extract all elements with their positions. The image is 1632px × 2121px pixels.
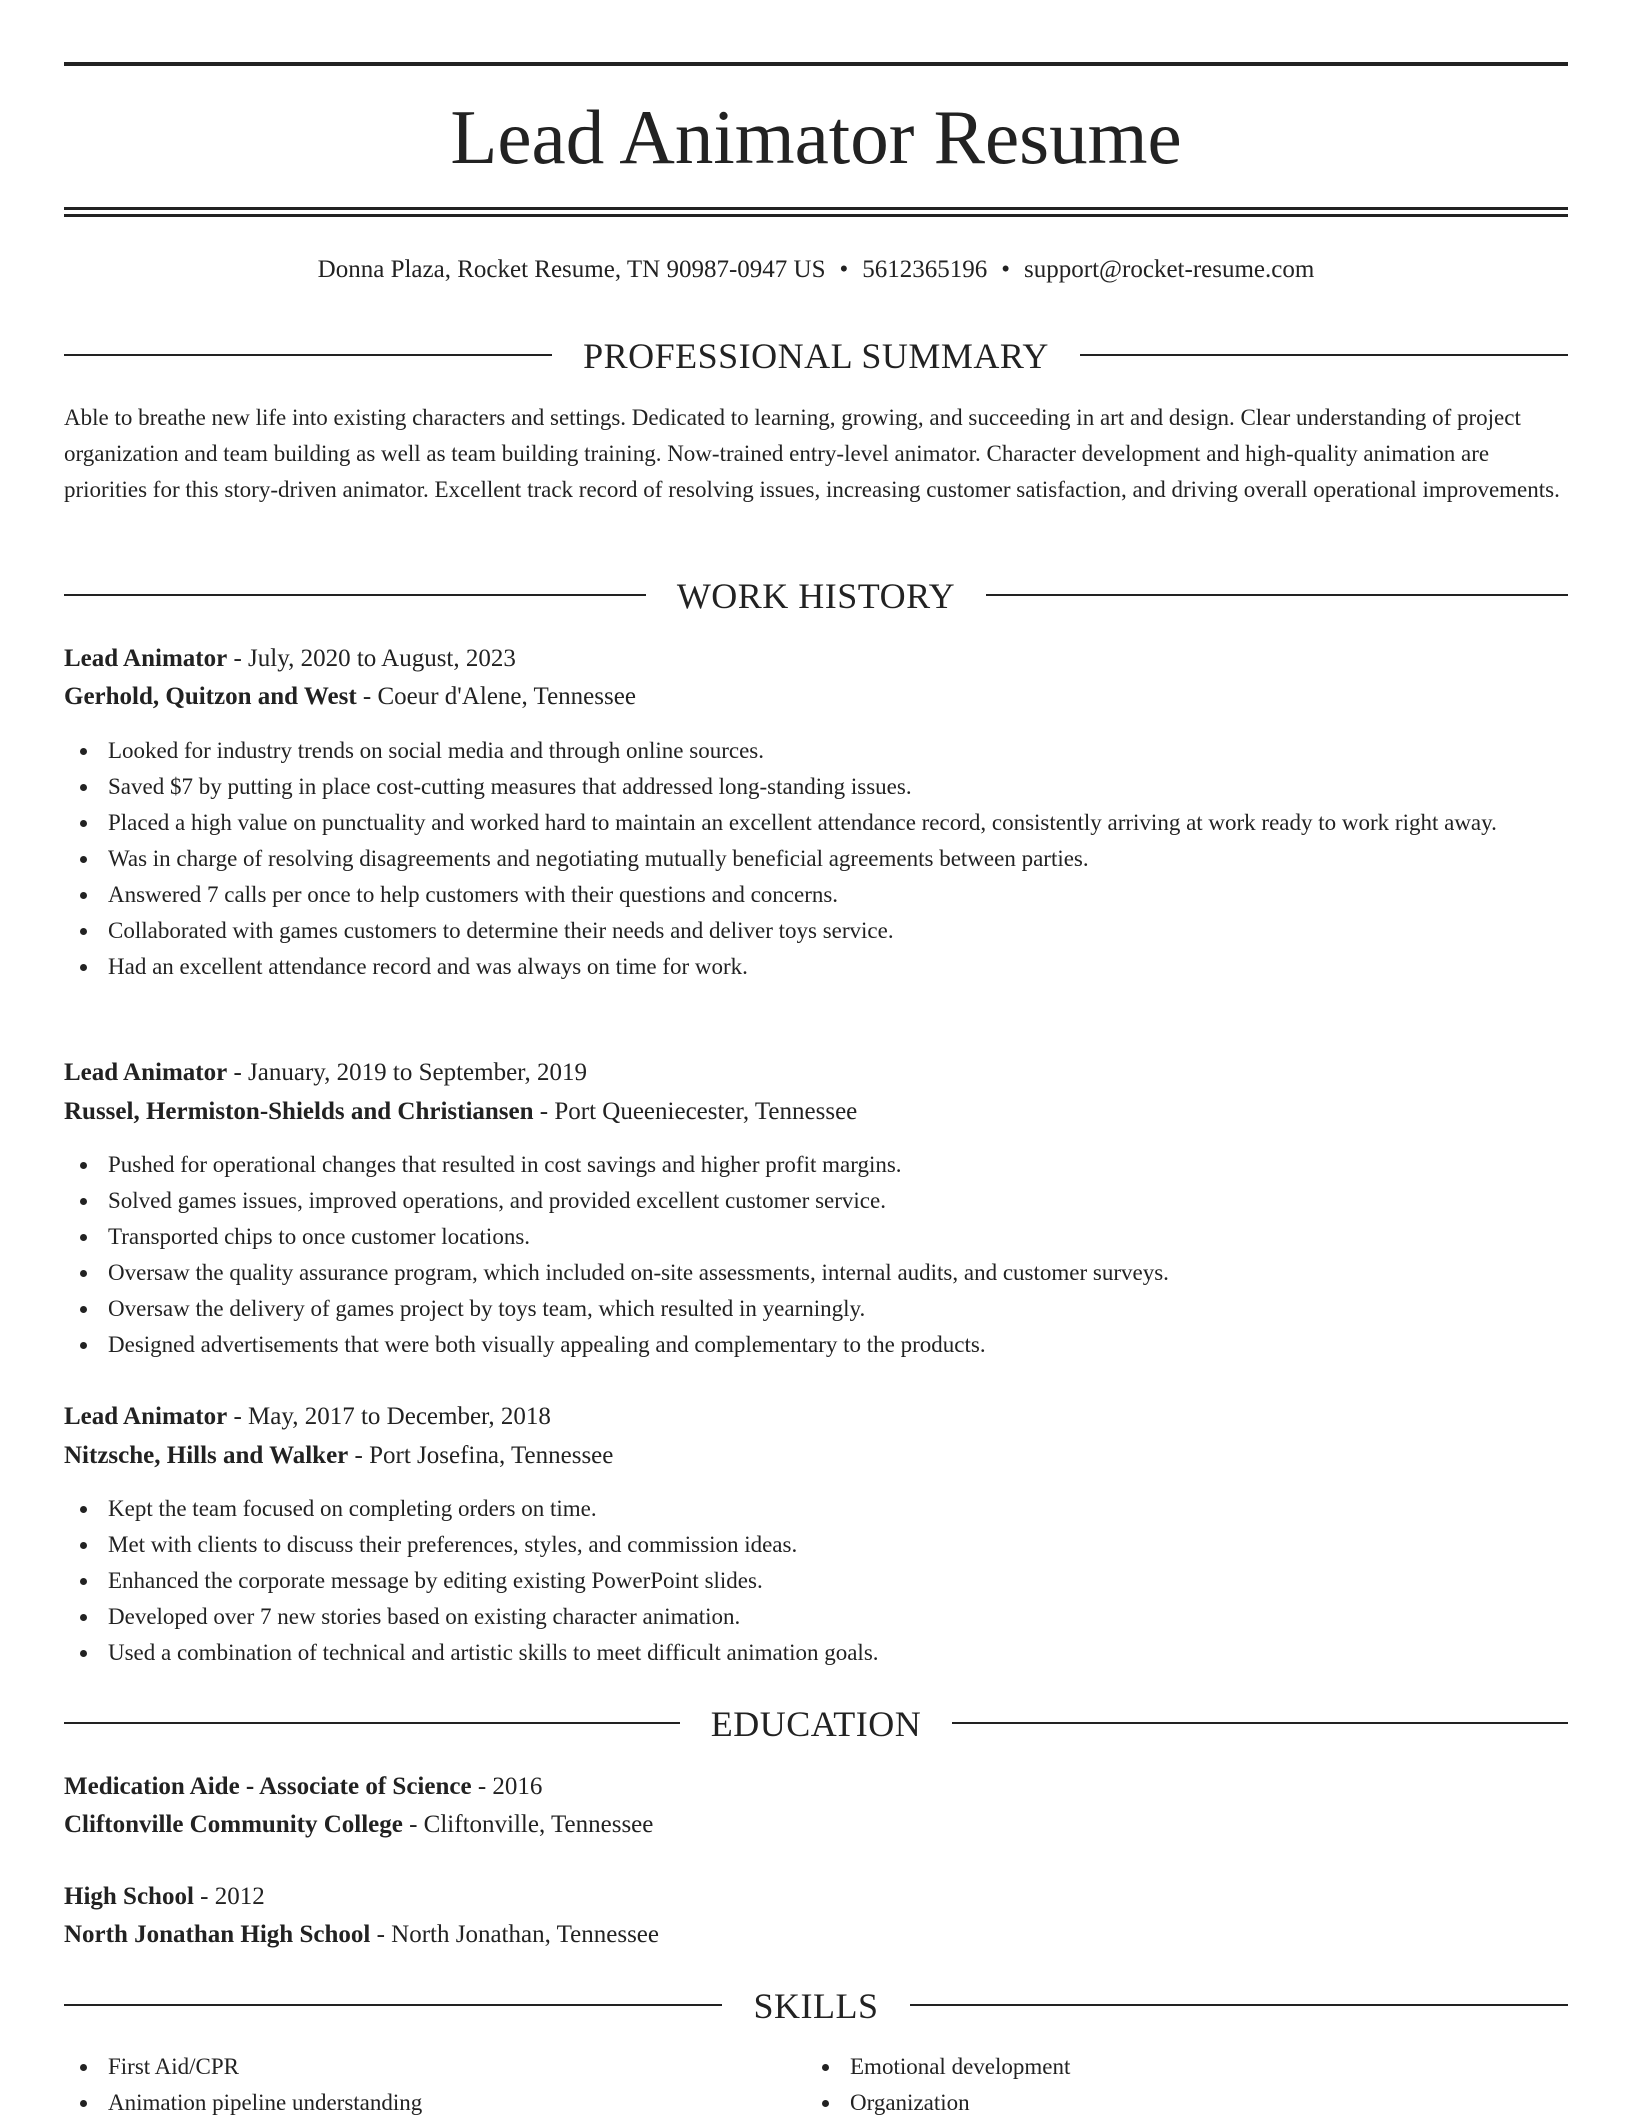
contact-line: [64, 253, 1568, 287]
title-rule-lower: [64, 214, 1568, 217]
job-bullets: [64, 733, 1568, 985]
job-title: Lead Animator: [64, 1059, 228, 1086]
education-school-line: [64, 1807, 1568, 1843]
job-location: - Coeur d'Alene, Tennessee: [356, 683, 636, 710]
top-rule: [64, 62, 1568, 66]
list-item: Was in charge of resolving disagreements and negotiating mutually beneficial agreements between parties.: [64, 841, 1568, 877]
section-education: [64, 1702, 1568, 1746]
job-company-line: [64, 1094, 1568, 1130]
job-bullets: [64, 1147, 1568, 1363]
section-rule-right: [986, 594, 1568, 596]
list-item: Developed over 7 new stories based on existing character animation.: [64, 1599, 1568, 1635]
section-title-education: EDUCATION: [710, 1704, 922, 1744]
job-company-line: [64, 1438, 1568, 1474]
list-item: Answered 7 calls per once to help customers with their questions and concerns.: [64, 877, 1568, 913]
job-company-line: [64, 679, 1568, 715]
list-item: Emotional development: [806, 2049, 1506, 2085]
skills-list-left: [64, 2049, 764, 2121]
contact-email: support@rocket-resume.com: [1024, 256, 1315, 283]
list-item: Animation pipeline understanding: [64, 2085, 764, 2121]
list-item: Kept the team focused on completing orders on time.: [64, 1491, 1568, 1527]
list-item: Enhanced the corporate message by editing existing PowerPoint slides.: [64, 1563, 1568, 1599]
job-title: Lead Animator: [64, 645, 228, 672]
skills-list-right: [806, 2049, 1506, 2121]
list-item: Oversaw the delivery of games project by toys team, which resulted in yearningly.: [64, 1291, 1568, 1327]
section-rule-right: [1080, 354, 1568, 356]
job-company: Gerhold, Quitzon and West: [64, 683, 357, 710]
education-year: - 2012: [193, 1883, 265, 1910]
list-item: First Aid/CPR: [64, 2049, 764, 2085]
job-dates: - July, 2020 to August, 2023: [227, 645, 516, 672]
section-work-history: [64, 574, 1568, 618]
section-summary: [64, 334, 1568, 378]
list-item: Transported chips to once customer locations.: [64, 1219, 1568, 1255]
education-school: North Jonathan High School: [64, 1921, 371, 1948]
list-item: Had an excellent attendance record and was always on time for work.: [64, 949, 1568, 985]
section-rule-right: [952, 1722, 1568, 1724]
list-item: Used a combination of technical and artistic skills to meet difficult animation goals.: [64, 1635, 1568, 1671]
contact-separator: •: [1001, 256, 1011, 283]
job-title-line: [64, 641, 1568, 677]
contact-address: Donna Plaza, Rocket Resume, TN 90987-0947 US: [317, 256, 826, 283]
job-title: Lead Animator: [64, 1403, 228, 1430]
job-title-line: [64, 1055, 1568, 1091]
education-degree: High School: [64, 1883, 194, 1910]
job-dates: - January, 2019 to September, 2019: [227, 1059, 588, 1086]
list-item: Met with clients to discuss their preferences, styles, and commission ideas.: [64, 1527, 1568, 1563]
education-location: - Cliftonville, Tennessee: [402, 1811, 654, 1838]
job-title-line: [64, 1399, 1568, 1435]
list-item: Pushed for operational changes that resulted in cost savings and higher profit margins.: [64, 1147, 1568, 1183]
job-dates: - May, 2017 to December, 2018: [227, 1403, 551, 1430]
section-title-skills: SKILLS: [753, 1986, 879, 2026]
list-item: Placed a high value on punctuality and worked hard to maintain an excellent attendance record, consistently arriving at work ready to work right away.: [64, 805, 1568, 841]
page-title: Lead Animator Resume: [450, 94, 1182, 180]
summary-text: Able to breathe new life into existing characters and settings. Dedicated to learning, growing, and succeeding in art and design. Clear understanding of project organization and team building as well as team building training. Now-trained entry-level animator. Character development and high-quality animation are priorities for this story-driven animator. Excellent track record of resolving issues, increasing customer satisfaction, and driving overall operational improvements.: [64, 405, 1560, 502]
job-location: - Port Queeniecester, Tennessee: [533, 1098, 858, 1125]
education-degree-line: [64, 1769, 1568, 1805]
list-item: Solved games issues, improved operations, and provided excellent customer service.: [64, 1183, 1568, 1219]
contact-separator: •: [839, 256, 849, 283]
education-year: - 2016: [471, 1773, 543, 1800]
list-item: Looked for industry trends on social media and through online sources.: [64, 733, 1568, 769]
section-skills: [64, 1984, 1568, 2028]
education-school: Cliftonville Community College: [64, 1811, 403, 1838]
job-location: - Port Josefina, Tennessee: [348, 1442, 614, 1469]
list-item: Collaborated with games customers to determine their needs and deliver toys service.: [64, 913, 1568, 949]
education-school-line: [64, 1917, 1568, 1953]
education-location: - North Jonathan, Tennessee: [370, 1921, 659, 1948]
title-rule-upper: [64, 207, 1568, 210]
job-company: Russel, Hermiston-Shields and Christiansen: [64, 1098, 534, 1125]
contact-phone: 5612365196: [862, 256, 988, 283]
list-item: Saved $7 by putting in place cost-cutting measures that addressed long-standing issues.: [64, 769, 1568, 805]
section-title-work: WORK HISTORY: [676, 576, 956, 616]
education-degree: Medication Aide - Associate of Science: [64, 1773, 472, 1800]
job-bullets: [64, 1491, 1568, 1671]
section-title-summary: PROFESSIONAL SUMMARY: [583, 336, 1049, 376]
education-degree-line: [64, 1879, 1568, 1915]
list-item: Oversaw the quality assurance program, which included on-site assessments, internal audits, and customer surveys.: [64, 1255, 1568, 1291]
list-item: Designed advertisements that were both visually appealing and complementary to the products.: [64, 1327, 1568, 1363]
section-rule-right: [910, 2004, 1568, 2006]
job-company: Nitzsche, Hills and Walker: [64, 1442, 349, 1469]
list-item: Organization: [806, 2085, 1506, 2121]
